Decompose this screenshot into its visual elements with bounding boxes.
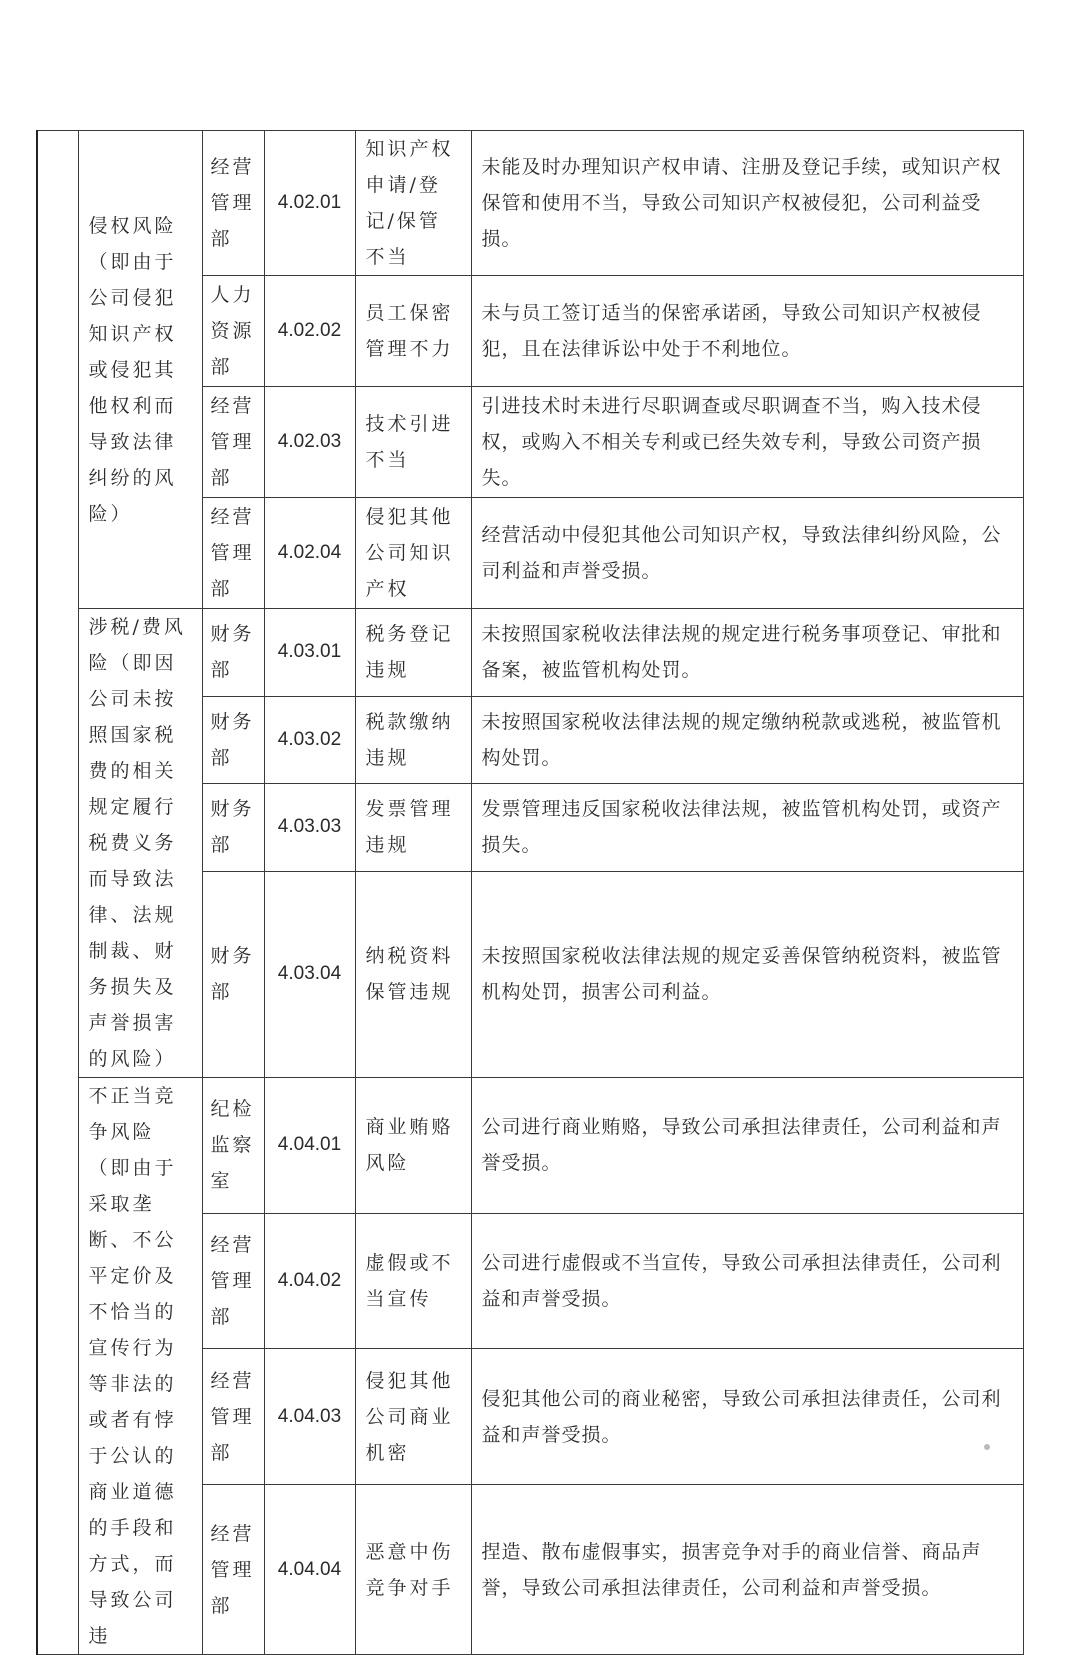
risk-name-cell: 发票管理违规 <box>355 784 471 872</box>
department-cell: 经营管理部 <box>202 387 264 498</box>
risk-code-cell: 4.03.02 <box>264 696 355 784</box>
risk-name-cell: 虚假或不当宣传 <box>355 1213 471 1349</box>
risk-description-cell: 侵犯其他公司的商业秘密，导致公司承担法律责任，公司利益和声誉受损。 <box>471 1349 1023 1485</box>
risk-description-cell: 捏造、散布虚假事实，损害竞争对手的商业信誉、商品声誉，导致公司承担法律责任，公司利益和声誉受损。 <box>471 1485 1023 1655</box>
risk-name-cell: 税务登记违规 <box>355 609 471 697</box>
department-cell: 财务部 <box>202 784 264 872</box>
department-cell: 经营管理部 <box>202 1485 264 1655</box>
risk-description-cell: 公司进行商业贿赂，导致公司承担法律责任，公司利益和声誉受损。 <box>471 1078 1023 1214</box>
risk-name-cell: 侵犯其他公司商业机密 <box>355 1349 471 1485</box>
risk-description-cell: 公司进行虚假或不当宣传，导致公司承担法律责任，公司利益和声誉受损。 <box>471 1213 1023 1349</box>
risk-category-cell: 侵权风险（即由于公司侵犯知识产权或侵犯其他权利而导致法律纠纷的风险） <box>78 131 202 609</box>
risk-description-cell: 未与员工签订适当的保密承诺函，导致公司知识产权被侵犯，且在法律诉讼中处于不利地位。 <box>471 276 1023 387</box>
table-row <box>37 131 1023 276</box>
department-cell: 纪检监察室 <box>202 1078 264 1214</box>
department-cell: 财务部 <box>202 696 264 784</box>
table-row <box>37 609 1023 697</box>
risk-name-cell: 纳税资料保管违规 <box>355 871 471 1078</box>
department-cell: 人力资源部 <box>202 276 264 387</box>
risk-code-cell: 4.04.03 <box>264 1349 355 1485</box>
risk-code-cell: 4.04.01 <box>264 1078 355 1214</box>
risk-description-cell: 引进技术时未进行尽职调查或尽职调查不当，购入技术侵权，或购入不相关专利或已经失效专利，导致公司资产损失。 <box>471 387 1023 498</box>
blank-index-cell <box>37 131 78 1655</box>
risk-code-cell: 4.04.02 <box>264 1213 355 1349</box>
risk-name-cell: 知识产权申请/登记/保管不当 <box>355 131 471 276</box>
department-cell: 财务部 <box>202 609 264 697</box>
department-cell: 财务部 <box>202 871 264 1078</box>
risk-description-cell: 发票管理违反国家税收法律法规，被监管机构处罚，或资产损失。 <box>471 784 1023 872</box>
risk-description-cell: 未能及时办理知识产权申请、注册及登记手续，或知识产权保管和使用不当，导致公司知识产权被侵犯，公司利益受损。 <box>471 131 1023 276</box>
page-marker <box>984 1444 990 1450</box>
risk-code-cell: 4.02.01 <box>264 131 355 276</box>
department-cell: 经营管理部 <box>202 1349 264 1485</box>
department-cell: 经营管理部 <box>202 131 264 276</box>
risk-name-cell: 税款缴纳违规 <box>355 696 471 784</box>
risk-description-cell: 未按照国家税收法律法规的规定妥善保管纳税资料，被监管机构处罚，损害公司利益。 <box>471 871 1023 1078</box>
risk-code-cell: 4.02.04 <box>264 498 355 609</box>
risk-description-cell: 未按照国家税收法律法规的规定进行税务事项登记、审批和备案，被监管机构处罚。 <box>471 609 1023 697</box>
risk-name-cell: 侵犯其他公司知识产权 <box>355 498 471 609</box>
risk-category-cell: 涉税/费风险（即因公司未按照国家税费的相关规定履行税费义务而导致法律、法规制裁、财务损失及声誉损害的风险） <box>78 609 202 1078</box>
risk-category-cell: 不正当竞争风险（即由于采取垄断、不公平定价及不恰当的宣传行为等非法的或者有悖于公认的商业道德的手段和方式，而导致公司违 <box>78 1078 202 1655</box>
risk-code-cell: 4.04.04 <box>264 1485 355 1655</box>
risk-code-cell: 4.03.04 <box>264 871 355 1078</box>
risk-code-cell: 4.02.02 <box>264 276 355 387</box>
risk-name-cell: 恶意中伤竞争对手 <box>355 1485 471 1655</box>
department-cell: 经营管理部 <box>202 1213 264 1349</box>
table-row <box>37 1078 1023 1214</box>
risk-code-cell: 4.03.03 <box>264 784 355 872</box>
risk-name-cell: 员工保密管理不力 <box>355 276 471 387</box>
department-cell: 经营管理部 <box>202 498 264 609</box>
risk-description-cell: 经营活动中侵犯其他公司知识产权，导致法律纠纷风险，公司利益和声誉受损。 <box>471 498 1023 609</box>
risk-code-cell: 4.02.03 <box>264 387 355 498</box>
risk-name-cell: 商业贿赂风险 <box>355 1078 471 1214</box>
risk-name-cell: 技术引进不当 <box>355 387 471 498</box>
risk-code-cell: 4.03.01 <box>264 609 355 697</box>
risk-description-cell: 未按照国家税收法律法规的规定缴纳税款或逃税，被监管机构处罚。 <box>471 696 1023 784</box>
risk-table <box>36 130 1024 1655</box>
